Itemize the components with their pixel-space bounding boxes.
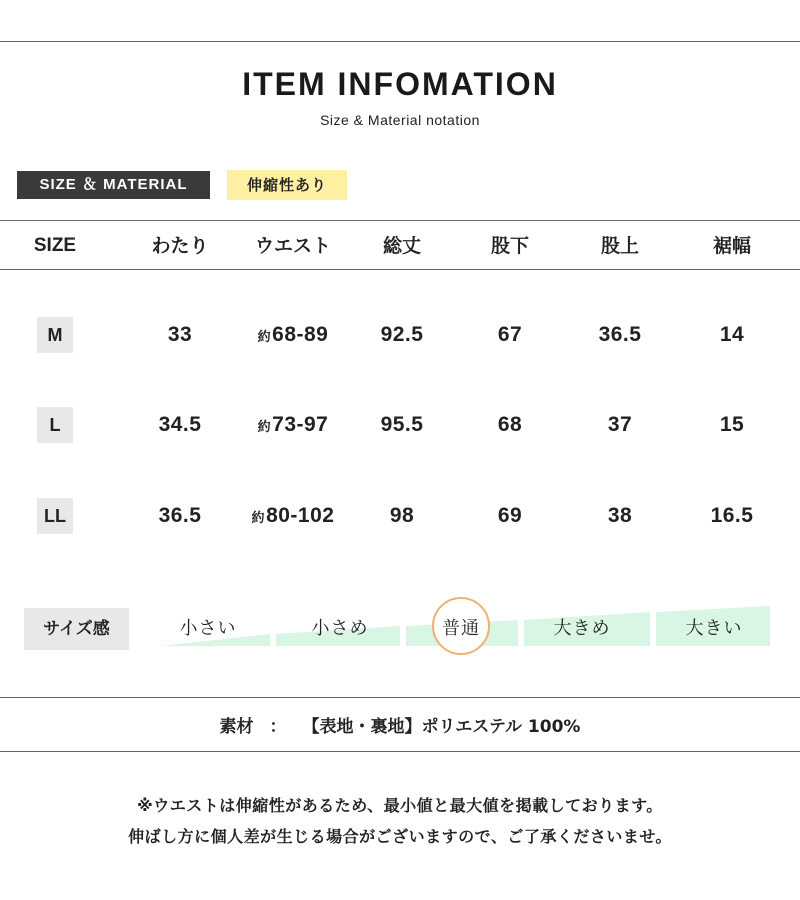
fit-label: サイズ感 (24, 608, 129, 650)
column-header-inseam: 股下 (490, 235, 529, 257)
size-badge: L (37, 407, 73, 443)
note-line-1: ※ウエストは伸縮性があるため、最小値と最大値を掲載しております。 (137, 796, 663, 815)
approx-prefix: 約 (257, 420, 272, 435)
cell-rise: 36.5 (598, 323, 642, 346)
cell-hem: 14 (719, 323, 745, 346)
column-header-watari: わたり (151, 235, 209, 257)
page-title: ITEM INFOMATION (242, 66, 558, 102)
fit-level-5: 大きい (685, 618, 743, 639)
cell-hem: 15 (719, 413, 745, 436)
top-divider (0, 41, 800, 42)
material-line (0, 712, 800, 742)
cell-rise: 37 (607, 413, 633, 436)
material-separator: ： (269, 717, 287, 737)
column-header-hem: 裾幅 (712, 235, 751, 257)
table-header-divider (0, 269, 800, 270)
cell-watari: 36.5 (158, 504, 202, 527)
waist-value: 73-97 (272, 413, 329, 436)
cell-length: 98 (389, 504, 415, 527)
cell-waist (234, 410, 352, 440)
column-header-length: 総丈 (382, 235, 421, 257)
cell-hem: 16.5 (710, 504, 754, 527)
cell-inseam: 67 (497, 323, 523, 346)
cell-inseam: 69 (497, 504, 523, 527)
material-bottom-divider (0, 751, 800, 752)
fit-level-4: 大きめ (553, 618, 611, 639)
page-subtitle: Size & Material notation (320, 112, 480, 128)
cell-inseam: 68 (497, 413, 523, 436)
fit-level-3: 普通 (442, 618, 480, 639)
column-header-rise: 股上 (600, 235, 639, 257)
cell-waist (234, 501, 352, 531)
fit-level-2: 小さめ (311, 618, 369, 639)
note-line-2: 伸ばし方に個人差が生じる場合がございますので、ご了承くださいませ。 (128, 827, 672, 846)
approx-prefix: 約 (251, 511, 266, 526)
waist-value: 80-102 (266, 504, 335, 527)
fit-level-1: 小さい (179, 618, 237, 639)
size-badge: LL (37, 498, 73, 534)
material-top-divider (0, 697, 800, 698)
waist-value: 68-89 (272, 323, 329, 346)
approx-prefix: 約 (257, 330, 272, 345)
cell-watari: 34.5 (158, 413, 202, 436)
cell-watari: 33 (167, 323, 193, 346)
cell-rise: 38 (607, 504, 633, 527)
table-top-divider (0, 220, 800, 221)
size-badge: M (37, 317, 73, 353)
cell-waist (234, 320, 352, 350)
cell-length: 92.5 (380, 323, 424, 346)
size-material-tag: SIZE ＆ MATERIAL (17, 171, 210, 199)
stretch-tag: 伸縮性あり (227, 170, 347, 200)
material-label: 素材 (219, 717, 254, 737)
material-value: 【表地・裏地】ポリエステル 100% (302, 717, 581, 737)
column-header-waist: ウエスト (254, 235, 331, 257)
cell-length: 95.5 (380, 413, 424, 436)
column-header-size: SIZE (33, 235, 77, 256)
